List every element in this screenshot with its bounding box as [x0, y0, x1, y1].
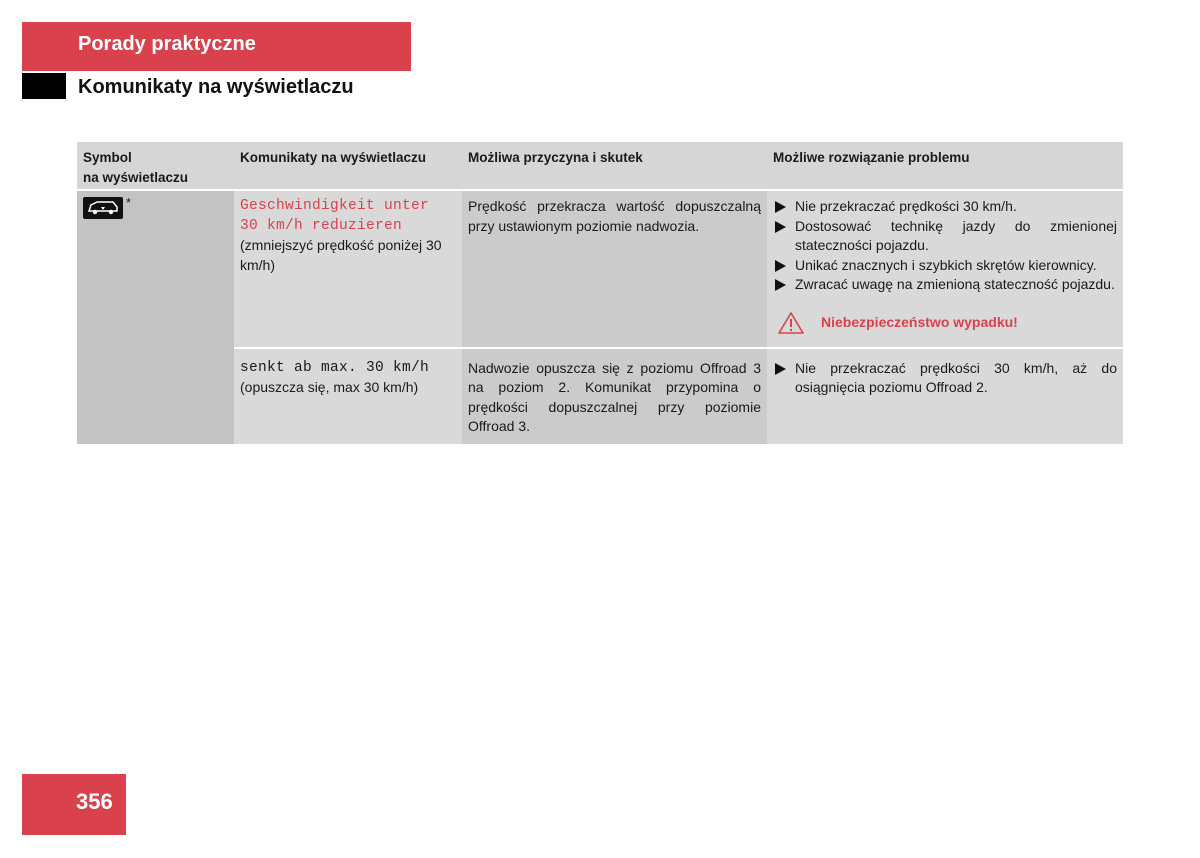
message-translation: (zmniejszyć prędkość poniżej 30 km/h) [240, 237, 442, 273]
table-row [77, 190, 1123, 348]
list-item: Dostosować technikę jazdy do zmienionej stateczności pojazdu. [773, 217, 1117, 256]
list-item: Nie przekraczać prędkości 30 km/h. [773, 197, 1117, 217]
bullet-triangle-icon [775, 201, 786, 213]
list-item: Unikać znacznych i szybkich skrętów kierownicy. [773, 256, 1117, 276]
bullet-triangle-icon [775, 279, 786, 291]
bullet-triangle-icon [775, 363, 786, 375]
list-item: Zwracać uwagę na zmienioną stateczność pojazdu. [773, 275, 1117, 295]
header-cause: Możliwa przyczyna i skutek [462, 142, 767, 190]
header-solution: Możliwe rozwiązanie problemu [767, 142, 1123, 190]
warning-text: Niebezpieczeństwo wypadku! [821, 313, 1018, 330]
message-cell [234, 190, 462, 348]
cause-cell: Nadwozie opuszcza się z poziomu Offroad 3 na poziom 2. Komunikat przypomina o prędkości dopuszczalnej przy poziomie Offroad 3. [462, 348, 767, 444]
section-tab [22, 22, 411, 71]
header-symbol: Symbol na wyświetlaczu [77, 142, 234, 190]
symbol-cell [77, 190, 234, 444]
solution-cell [767, 348, 1123, 444]
page-number-tab [22, 774, 126, 835]
table-row [77, 348, 1123, 444]
header-message: Komunikaty na wyświetlaczu [234, 142, 462, 190]
display-message-text: Geschwindigkeit unter 30 km/h reduzieren [240, 198, 430, 234]
bullet-triangle-icon [775, 221, 786, 233]
message-cell [234, 348, 462, 444]
cause-cell: Prędkość przekracza wartość dopuszczalną przy ustawionym poziomie nadwozia. [462, 190, 767, 348]
warning-note [773, 311, 1117, 335]
message-translation: (opuszcza się, max 30 km/h) [240, 379, 419, 395]
list-item: Nie przekraczać prędkości 30 km/h, aż do osiągnięcia poziomu Offroad 2. [773, 359, 1117, 398]
solution-cell [767, 190, 1123, 348]
bullet-triangle-icon [775, 260, 786, 272]
page-subtitle: Komunikaty na wyświetlaczu [78, 76, 354, 98]
display-messages-table [77, 142, 1123, 444]
display-message-text: senkt ab max. 30 km/h [240, 359, 430, 376]
footnote-asterisk: * [126, 195, 132, 210]
section-title: Porady praktyczne [78, 33, 256, 55]
warning-triangle-icon [777, 311, 805, 335]
page-number: 356 [76, 789, 113, 814]
table-header-row [77, 142, 1123, 190]
section-marker [22, 73, 66, 99]
vehicle-level-icon [83, 197, 123, 219]
